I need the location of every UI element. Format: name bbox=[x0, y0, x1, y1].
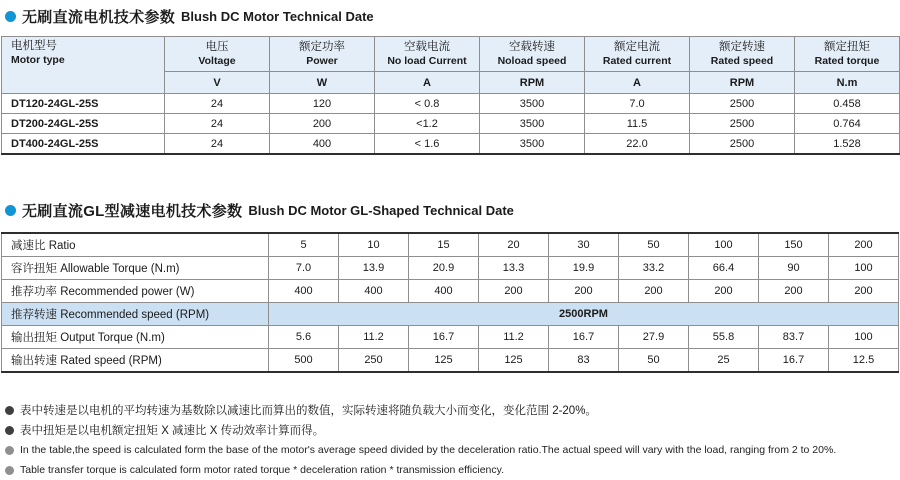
table-cell: 200 bbox=[829, 233, 899, 257]
table-row-rated-speed bbox=[2, 349, 899, 373]
table-cell: <1.2 bbox=[375, 114, 480, 134]
motor-spec-table bbox=[1, 36, 900, 155]
table-cell: 20.9 bbox=[409, 257, 479, 280]
gear-motor-spec-table bbox=[1, 232, 899, 373]
table-cell: 125 bbox=[409, 349, 479, 373]
table-cell: 200 bbox=[549, 280, 619, 303]
table-cell: 13.9 bbox=[339, 257, 409, 280]
table-cell: 50 bbox=[619, 349, 689, 373]
table-cell: 400 bbox=[270, 134, 375, 155]
column-header-rated-torque bbox=[795, 37, 900, 72]
table-cell: 200 bbox=[479, 280, 549, 303]
table-cell: 22.0 bbox=[585, 134, 690, 155]
table-cell: 7.0 bbox=[585, 94, 690, 114]
note-bullet-icon bbox=[5, 466, 14, 475]
footnote-text: In the table,the speed is calculated form the base of the motor's average speed divided by the deceleration ratio.The actual speed will vary with the load, ranging from 2 to 20%. bbox=[20, 444, 837, 456]
table-row-recommended-power bbox=[2, 280, 899, 303]
header-en: Motor type bbox=[11, 53, 65, 66]
column-header-voltage bbox=[165, 37, 270, 72]
header-zh: 电机型号 bbox=[11, 40, 57, 52]
header-zh: 电压 bbox=[205, 40, 229, 53]
table-cell: 100 bbox=[829, 326, 899, 349]
footnote-item bbox=[5, 420, 900, 440]
table-cell: 11.2 bbox=[339, 326, 409, 349]
section-bullet-icon bbox=[5, 11, 16, 22]
unit-cell: A bbox=[375, 72, 480, 94]
unit-cell: RPM bbox=[480, 72, 585, 94]
footnote-item bbox=[5, 460, 900, 480]
table-cell: 25 bbox=[689, 349, 759, 373]
merged-speed-cell: 2500RPM bbox=[269, 303, 899, 326]
table-cell: 11.2 bbox=[479, 326, 549, 349]
motor-model-cell: DT400-24GL-25S bbox=[2, 134, 165, 155]
section2-title-zh: 无刷直流GL型减速电机技术参数 bbox=[22, 202, 243, 220]
table-cell: 3500 bbox=[480, 114, 585, 134]
table-cell: 400 bbox=[409, 280, 479, 303]
table-cell: 90 bbox=[759, 257, 829, 280]
section-bullet-icon bbox=[5, 205, 16, 216]
header-zh: 额定转速 bbox=[719, 40, 765, 53]
table-cell: 120 bbox=[270, 94, 375, 114]
table-cell: 7.0 bbox=[269, 257, 339, 280]
table-cell: 125 bbox=[479, 349, 549, 373]
header-en: Noload speed bbox=[497, 54, 567, 67]
footnote-item bbox=[5, 400, 900, 420]
header-en: Rated torque bbox=[814, 54, 880, 67]
table-cell: 100 bbox=[689, 233, 759, 257]
table-cell: 16.7 bbox=[759, 349, 829, 373]
table-cell: 2500 bbox=[690, 134, 795, 155]
note-bullet-icon bbox=[5, 426, 14, 435]
table-cell: 13.3 bbox=[479, 257, 549, 280]
motor-model-cell: DT200-24GL-25S bbox=[2, 114, 165, 134]
column-header-noload-speed bbox=[480, 37, 585, 72]
table-cell: 2500 bbox=[690, 114, 795, 134]
table-cell: 11.5 bbox=[585, 114, 690, 134]
section2-title bbox=[0, 199, 900, 221]
column-header-motor-type bbox=[2, 37, 165, 94]
table-cell: 200 bbox=[270, 114, 375, 134]
footnote-text: 表中扭矩是以电机额定扭矩 X 减速比 X 传动效率计算而得。 bbox=[20, 425, 325, 437]
footnotes bbox=[0, 400, 900, 480]
table-row-allowable-torque bbox=[2, 257, 899, 280]
table-cell: 200 bbox=[619, 280, 689, 303]
row-label: 输出扭矩 Output Torque (N.m) bbox=[2, 326, 269, 349]
table-cell: 30 bbox=[549, 233, 619, 257]
unit-cell: RPM bbox=[690, 72, 795, 94]
table-cell: < 0.8 bbox=[375, 94, 480, 114]
header-en: Rated speed bbox=[710, 54, 774, 67]
column-header-power bbox=[270, 37, 375, 72]
table-cell: 1.528 bbox=[795, 134, 900, 155]
section1-title-en: Blush DC Motor Technical Date bbox=[181, 8, 374, 24]
table-cell: 15 bbox=[409, 233, 479, 257]
table-cell: 100 bbox=[829, 257, 899, 280]
table-row-recommended-speed bbox=[2, 303, 899, 326]
footnote-item bbox=[5, 440, 900, 460]
section1-title bbox=[0, 5, 900, 27]
header-zh: 额定功率 bbox=[299, 40, 345, 53]
table-cell: 0.764 bbox=[795, 114, 900, 134]
table-cell: 16.7 bbox=[409, 326, 479, 349]
table-cell: 24 bbox=[165, 94, 270, 114]
unit-cell: A bbox=[585, 72, 690, 94]
table-cell: 33.2 bbox=[619, 257, 689, 280]
unit-cell: V bbox=[165, 72, 270, 94]
row-label: 推荐功率 Recommended power (W) bbox=[2, 280, 269, 303]
footnote-text: Table transfer torque is calculated form motor rated torque * deceleration ration * transmission efficiency. bbox=[20, 464, 505, 476]
section1-title-zh: 无刷直流电机技术参数 bbox=[22, 8, 176, 26]
header-zh: 额定电流 bbox=[614, 40, 660, 53]
header-en: Power bbox=[306, 54, 338, 67]
table-cell: 19.9 bbox=[549, 257, 619, 280]
footnote-text: 表中转速是以电机的平均转速为基数除以减速比而算出的数值，实际转速将随负载大小而变化，变化范围 2-20%。 bbox=[20, 405, 597, 417]
note-bullet-icon bbox=[5, 446, 14, 455]
row-label: 减速比 Ratio bbox=[2, 233, 269, 257]
table-cell: 20 bbox=[479, 233, 549, 257]
table-cell: 16.7 bbox=[549, 326, 619, 349]
table-cell: 3500 bbox=[480, 134, 585, 155]
table-cell: 24 bbox=[165, 134, 270, 155]
table-cell: 500 bbox=[269, 349, 339, 373]
table-cell: 10 bbox=[339, 233, 409, 257]
column-header-rated-speed bbox=[690, 37, 795, 72]
table-cell: 12.5 bbox=[829, 349, 899, 373]
header-en: Voltage bbox=[198, 54, 236, 67]
table-cell: 200 bbox=[829, 280, 899, 303]
section2-title-en: Blush DC Motor GL-Shaped Technical Date bbox=[248, 202, 514, 218]
row-label: 容许扭矩 Allowable Torque (N.m) bbox=[2, 257, 269, 280]
header-zh: 额定扭矩 bbox=[824, 40, 870, 53]
table-cell: 3500 bbox=[480, 94, 585, 114]
unit-cell: N.m bbox=[795, 72, 900, 94]
motor-model-cell: DT120-24GL-25S bbox=[2, 94, 165, 114]
header-en: Rated current bbox=[602, 54, 672, 67]
table-row bbox=[2, 94, 900, 114]
table-cell: 0.458 bbox=[795, 94, 900, 114]
table-cell: 83.7 bbox=[759, 326, 829, 349]
column-header-noload-current bbox=[375, 37, 480, 72]
row-label: 输出转速 Rated speed (RPM) bbox=[2, 349, 269, 373]
table-cell: 200 bbox=[759, 280, 829, 303]
table-cell: 83 bbox=[549, 349, 619, 373]
table-cell: 400 bbox=[339, 280, 409, 303]
table-cell: 5 bbox=[269, 233, 339, 257]
table-cell: 200 bbox=[689, 280, 759, 303]
table-cell: 5.6 bbox=[269, 326, 339, 349]
table-row-output-torque bbox=[2, 326, 899, 349]
header-en: No load Current bbox=[387, 54, 467, 67]
header-zh: 空载转速 bbox=[509, 40, 555, 53]
table-row-ratio bbox=[2, 233, 899, 257]
unit-cell: W bbox=[270, 72, 375, 94]
table-cell: 24 bbox=[165, 114, 270, 134]
table-cell: 2500 bbox=[690, 94, 795, 114]
row-label: 推荐转速 Recommended speed (RPM) bbox=[2, 303, 269, 326]
table-row bbox=[2, 134, 900, 155]
column-header-rated-current bbox=[585, 37, 690, 72]
table-cell: 27.9 bbox=[619, 326, 689, 349]
table-cell: 250 bbox=[339, 349, 409, 373]
table-cell: 66.4 bbox=[689, 257, 759, 280]
table-cell: 150 bbox=[759, 233, 829, 257]
table-cell: 55.8 bbox=[689, 326, 759, 349]
header-zh: 空载电流 bbox=[404, 40, 450, 53]
note-bullet-icon bbox=[5, 406, 14, 415]
table-row bbox=[2, 114, 900, 134]
table-cell: < 1.6 bbox=[375, 134, 480, 155]
header-row bbox=[2, 37, 900, 72]
table-cell: 400 bbox=[269, 280, 339, 303]
table-cell: 50 bbox=[619, 233, 689, 257]
